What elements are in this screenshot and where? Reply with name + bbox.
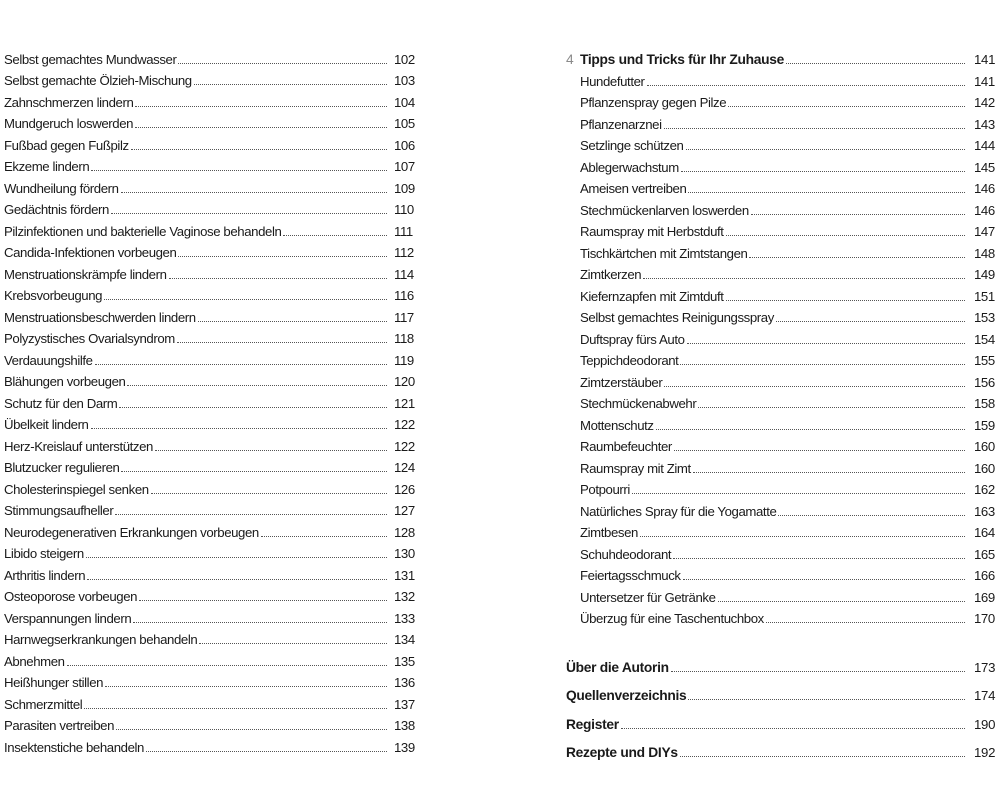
toc-entry-page-number: 114 (394, 266, 414, 282)
toc-entry[interactable] (580, 154, 998, 176)
dot-leader (688, 699, 965, 700)
dot-leader (131, 149, 387, 150)
toc-entry-title: Rezepte und DIYs (566, 745, 678, 760)
toc-entry-page-number: 154 (974, 331, 995, 347)
dot-leader (686, 149, 966, 150)
toc-entry-page-number: 166 (974, 568, 995, 583)
toc-entry-page-number: 122 (394, 438, 415, 454)
toc-entry-title: Zimtzerstäuber (580, 374, 663, 390)
toc-entry-title: Stechmückenlarven loswerden (580, 202, 749, 218)
toc-entry-page-number: 149 (974, 267, 995, 282)
toc-entry-page-number: 127 (394, 503, 415, 518)
toc-entry-title: Schuhdeodorant (580, 546, 672, 562)
toc-entry-page-number: 126 (394, 481, 415, 497)
toc-entry-page-number: 141 (974, 73, 995, 89)
toc-entry-title: Ekzeme lindern (4, 159, 90, 174)
dot-leader (643, 278, 965, 279)
toc-entry[interactable] (580, 68, 998, 90)
toc-entry-page-number: 160 (974, 439, 995, 454)
toc-entry-title: Wundheilung fördern (4, 180, 119, 196)
toc-entry-title: Blähungen vorbeugen (4, 374, 126, 389)
toc-entry-title: Menstruationsbeschwerden lindern (4, 309, 196, 325)
dot-leader (664, 386, 965, 387)
toc-entry-page-number: 159 (974, 417, 995, 433)
toc-entry[interactable] (566, 647, 998, 676)
toc-entry-page-number: 147 (974, 224, 995, 239)
toc-entry-title: Osteoporose vorbeugen (4, 589, 138, 604)
toc-entry-page-number: 192 (974, 745, 996, 760)
toc-entry[interactable] (4, 369, 424, 391)
toc-entry[interactable] (580, 498, 998, 520)
toc-entry-title: Schmerzmittel (4, 696, 83, 712)
toc-entry-title: Tischkärtchen mit Zimtstangen (580, 245, 748, 261)
toc-entry-page-number: 122 (394, 417, 415, 432)
toc-entry-title: Stechmückenabwehr (580, 396, 697, 411)
toc-entry-title: Neurodegenerativen Erkrankungen vorbeugen (4, 524, 259, 540)
toc-entry-title: Zimtbesen (580, 525, 638, 540)
toc-entry-title: Insektenstiche behandeln (4, 739, 144, 755)
toc-entry[interactable] (4, 111, 424, 133)
dot-leader (155, 450, 387, 451)
toc-entry[interactable] (580, 369, 998, 391)
dot-leader (139, 600, 387, 601)
toc-entry-title: Kiefernzapfen mit Zimtduft (580, 288, 724, 304)
toc-entry-page-number: 163 (974, 503, 995, 519)
dot-leader (656, 429, 965, 430)
toc-entry[interactable] (4, 412, 424, 434)
dot-leader (198, 321, 387, 322)
toc-entry-title: Arthritis lindern (4, 567, 86, 583)
toc-entry-page-number: 105 (394, 116, 415, 131)
toc-entry-title: Überzug für eine Taschentuchbox (580, 611, 764, 626)
dot-leader (766, 622, 965, 623)
dot-leader (194, 84, 387, 85)
dot-leader (67, 665, 387, 666)
toc-entry[interactable] (4, 304, 424, 326)
toc-entry[interactable] (4, 175, 424, 197)
chapter-number: 4 (566, 52, 574, 67)
toc-entry-page-number: 117 (394, 309, 414, 325)
dot-leader (133, 622, 387, 623)
dot-leader (119, 407, 387, 408)
toc-entry-title: Stimmungsaufheller (4, 503, 114, 518)
toc-entry-title: Raumspray mit Zimt (580, 460, 691, 476)
toc-entry[interactable] (4, 283, 424, 305)
toc-entry-page-number: 134 (394, 632, 415, 647)
dot-leader (178, 256, 387, 257)
dot-leader (135, 106, 387, 107)
toc-entry-title: Duftspray fürs Auto (580, 331, 685, 347)
toc-entry[interactable] (4, 734, 424, 756)
toc-entry-page-number: 111 (394, 223, 413, 239)
dot-leader (664, 128, 965, 129)
dot-leader (86, 557, 387, 558)
toc-entry[interactable] (580, 283, 998, 305)
toc-entry[interactable] (4, 218, 424, 240)
toc-entry-title: Mottenschutz (580, 417, 654, 433)
toc-entry-page-number: 102 (394, 51, 415, 67)
dot-leader (621, 728, 965, 729)
toc-entry-page-number: 153 (974, 310, 995, 325)
dot-leader (640, 536, 965, 537)
toc-entry-title: Ameisen vertreiben (580, 181, 687, 196)
toc-entry-page-number: 128 (394, 524, 415, 540)
toc-entry-title: Verdauungshilfe (4, 352, 93, 368)
toc-entry-page-number: 104 (394, 94, 415, 110)
toc-entry-page-number: 173 (974, 659, 996, 675)
dot-leader (127, 385, 387, 386)
toc-entry-title: Krebsvorbeugung (4, 288, 103, 303)
toc-entry-page-number: 156 (974, 374, 995, 390)
toc-entry-page-number: 151 (974, 288, 995, 304)
toc-entry-page-number: 139 (394, 739, 415, 755)
toc-entry[interactable] (4, 627, 424, 649)
dot-leader (726, 300, 965, 301)
toc-entry[interactable] (4, 261, 424, 283)
toc-entry-page-number: 142 (974, 95, 995, 110)
dot-leader (749, 257, 965, 258)
toc-entry[interactable] (580, 240, 998, 262)
toc-entry[interactable] (4, 68, 424, 90)
dot-leader (718, 601, 965, 602)
toc-entry-title: Mundgeruch loswerden (4, 116, 134, 131)
dot-leader (680, 756, 965, 757)
toc-entry[interactable] (4, 648, 424, 670)
toc-entry-page-number: 103 (394, 73, 415, 88)
toc-list-right (566, 68, 998, 627)
dot-leader (687, 343, 965, 344)
toc-entry[interactable] (566, 676, 998, 705)
toc-entry-page-number: 146 (974, 202, 995, 218)
toc-entry[interactable] (580, 606, 998, 628)
dot-leader (111, 213, 387, 214)
dot-leader (674, 450, 965, 451)
toc-entry[interactable] (580, 133, 998, 155)
toc-list-left (4, 46, 424, 756)
toc-entry-page-number: 133 (394, 610, 415, 626)
toc-entry-title: Selbst gemachte Ölzieh-Mischung (4, 73, 192, 88)
dot-leader (786, 63, 965, 64)
toc-entry-title: Cholesterinspiegel senken (4, 481, 149, 497)
toc-entry-title: Menstruationskrämpfe lindern (4, 266, 167, 282)
dot-leader (116, 729, 387, 730)
toc-entry[interactable] (580, 434, 998, 456)
toc-entry[interactable] (4, 691, 424, 713)
dot-leader (647, 85, 965, 86)
dot-leader (632, 493, 965, 494)
toc-entry-page-number: 165 (974, 546, 995, 562)
toc-entry-title: Verspannungen lindern (4, 610, 132, 626)
toc-entry[interactable] (4, 519, 424, 541)
toc-entry-title: Polyzystisches Ovarialsyndrom (4, 331, 175, 346)
toc-entry-page-number: 145 (974, 159, 995, 175)
toc-entry-page-number: 110 (394, 202, 414, 217)
toc-entry[interactable] (4, 541, 424, 563)
toc-entry[interactable] (580, 326, 998, 348)
toc-entry-title: Über die Autorin (566, 659, 669, 675)
dot-leader (671, 671, 965, 672)
toc-entry[interactable] (4, 713, 424, 735)
toc-entry-page-number: 137 (394, 696, 415, 712)
toc-entry[interactable] (4, 605, 424, 627)
toc-entry-page-number: 116 (394, 288, 414, 303)
toc-entry[interactable] (580, 111, 998, 133)
dot-leader (680, 364, 965, 365)
toc-entry-page-number: 158 (974, 396, 995, 411)
dot-leader (261, 536, 387, 537)
dot-leader (121, 471, 387, 472)
toc-entry[interactable] (4, 326, 424, 348)
dot-leader (91, 170, 387, 171)
dot-leader (726, 235, 965, 236)
toc-entry-page-number: 130 (394, 546, 415, 561)
right-page-toc (566, 46, 998, 761)
toc-entry[interactable] (580, 348, 998, 370)
toc-entry-page-number: 132 (394, 589, 415, 604)
toc-entry[interactable] (580, 584, 998, 606)
toc-entry-title: Feiertagsschmuck (580, 568, 681, 583)
toc-entry[interactable] (4, 89, 424, 111)
toc-entry[interactable] (580, 412, 998, 434)
toc-entry-title: Zahnschmerzen lindern (4, 94, 134, 110)
toc-entry[interactable] (580, 391, 998, 413)
dot-leader (681, 171, 965, 172)
dot-leader (283, 235, 387, 236)
toc-entry-page-number: 138 (394, 718, 415, 733)
toc-entry-page-number: 121 (394, 395, 415, 411)
toc-entry[interactable] (580, 455, 998, 477)
toc-entry[interactable] (580, 520, 998, 542)
dot-leader (776, 321, 965, 322)
toc-entry-page-number: 174 (974, 688, 996, 703)
chapter-page-number: 141 (974, 52, 996, 67)
dot-leader (698, 407, 965, 408)
toc-entry-page-number: 112 (394, 245, 414, 260)
dot-leader (87, 579, 387, 580)
toc-entry-title: Pflanzenspray gegen Pilze (580, 95, 727, 110)
toc-entry-page-number: 169 (974, 589, 995, 605)
dot-leader (199, 643, 387, 644)
toc-entry-title: Raumspray mit Herbstduft (580, 224, 724, 239)
toc-entry-title: Hundefutter (580, 73, 645, 89)
toc-entry-title: Abnehmen (4, 653, 65, 669)
toc-entry-page-number: 120 (394, 374, 415, 389)
toc-entry-page-number: 155 (974, 353, 995, 368)
dot-leader (146, 751, 387, 752)
chapter-heading[interactable] (566, 46, 998, 68)
toc-entry[interactable] (4, 390, 424, 412)
toc-entry[interactable] (4, 433, 424, 455)
dot-leader (728, 106, 965, 107)
toc-entry-title: Heißhunger stillen (4, 675, 104, 690)
toc-entry-title: Untersetzer für Getränke (580, 589, 716, 605)
toc-entry-page-number: 148 (974, 245, 995, 261)
dot-leader (151, 493, 387, 494)
toc-entry-page-number: 107 (394, 159, 415, 174)
toc-entry-title: Blutzucker regulieren (4, 460, 120, 475)
dot-leader (751, 214, 965, 215)
toc-entry[interactable] (4, 670, 424, 692)
dot-leader (105, 686, 387, 687)
toc-entry-title: Setzlinge schützen (580, 138, 684, 153)
dot-leader (688, 192, 965, 193)
toc-entry[interactable] (580, 477, 998, 499)
toc-entry[interactable] (580, 563, 998, 585)
toc-entry-page-number: 136 (394, 675, 415, 690)
dot-leader (178, 63, 387, 64)
toc-entry-title: Quellenverzeichnis (566, 688, 687, 703)
toc-entry[interactable] (4, 455, 424, 477)
toc-entry[interactable] (4, 498, 424, 520)
toc-entry-page-number: 124 (394, 460, 415, 475)
dot-leader (135, 127, 387, 128)
dot-leader (104, 299, 387, 300)
toc-entry-page-number: 164 (974, 525, 995, 540)
dot-leader (169, 278, 387, 279)
toc-entry[interactable] (4, 240, 424, 262)
dot-leader (115, 514, 387, 515)
toc-entry[interactable] (580, 262, 998, 284)
dot-leader (778, 515, 965, 516)
toc-entry-title: Natürliches Spray für die Yogamatte (580, 503, 777, 519)
toc-entry[interactable] (580, 197, 998, 219)
left-page-toc (4, 46, 424, 756)
toc-entry[interactable] (4, 347, 424, 369)
toc-entry-page-number: 146 (974, 181, 995, 196)
toc-entry[interactable] (580, 219, 998, 241)
toc-entry-page-number: 135 (394, 653, 415, 669)
dot-leader (121, 192, 387, 193)
chapter-title: Tipps und Tricks für Ihr Zuhause (580, 52, 785, 67)
toc-entry[interactable] (580, 541, 998, 563)
toc-entry-title: Pilzinfektionen und bakterielle Vaginose behandeln (4, 223, 282, 239)
toc-entry-title: Register (566, 716, 619, 732)
toc-entry-page-number: 160 (974, 460, 995, 476)
dot-leader (683, 579, 965, 580)
toc-entry[interactable] (566, 704, 998, 733)
toc-entry[interactable] (580, 305, 998, 327)
toc-entry[interactable] (566, 733, 998, 762)
toc-entry-title: Teppichdeodorant (580, 353, 679, 368)
toc-entry-title: Libido steigern (4, 546, 84, 561)
toc-entry-title: Potpourri (580, 482, 630, 497)
dot-leader (91, 428, 388, 429)
toc-entry-title: Übelkeit lindern (4, 417, 89, 432)
toc-entry-title: Fußbad gegen Fußpilz (4, 137, 129, 153)
toc-entry-title: Candida-Infektionen vorbeugen (4, 245, 177, 260)
toc-entry[interactable] (4, 46, 424, 68)
toc-entry-page-number: 109 (394, 180, 415, 196)
toc-entry[interactable] (4, 132, 424, 154)
toc-entry-title: Pflanzenarznei (580, 116, 662, 132)
toc-entry[interactable] (4, 584, 424, 606)
toc-entry[interactable] (580, 176, 998, 198)
toc-entry-title: Raumbefeuchter (580, 439, 672, 454)
dot-leader (673, 558, 965, 559)
toc-entry-page-number: 119 (394, 352, 414, 368)
toc-entry-page-number: 131 (394, 567, 415, 583)
toc-entry[interactable] (580, 90, 998, 112)
toc-entry-title: Selbst gemachtes Mundwasser (4, 51, 177, 67)
toc-entry-title: Parasiten vertreiben (4, 718, 115, 733)
dot-leader (95, 364, 387, 365)
back-matter-list (566, 647, 998, 761)
toc-entry-page-number: 190 (974, 716, 996, 732)
toc-entry-page-number: 144 (974, 138, 995, 153)
toc-entry-title: Gedächtnis fördern (4, 202, 109, 217)
toc-entry-title: Zimtkerzen (580, 267, 642, 282)
toc-entry-page-number: 162 (974, 482, 995, 497)
toc-entry-page-number: 170 (974, 611, 995, 626)
toc-entry-title: Selbst gemachtes Reinigungsspray (580, 310, 774, 325)
dot-leader (84, 708, 387, 709)
toc-entry-page-number: 106 (394, 137, 415, 153)
toc-entry[interactable] (4, 197, 424, 219)
toc-entry[interactable] (4, 476, 424, 498)
dot-leader (693, 472, 965, 473)
toc-entry-page-number: 143 (974, 116, 995, 132)
toc-entry-title: Ablegerwachstum (580, 159, 679, 175)
toc-entry-title: Harnwegserkrankungen behandeln (4, 632, 198, 647)
toc-entry-title: Schutz für den Darm (4, 395, 118, 411)
toc-entry-page-number: 118 (394, 331, 414, 346)
toc-entry-title: Herz-Kreislauf unterstützen (4, 438, 153, 454)
toc-entry[interactable] (4, 562, 424, 584)
toc-entry[interactable] (4, 154, 424, 176)
dot-leader (177, 342, 387, 343)
